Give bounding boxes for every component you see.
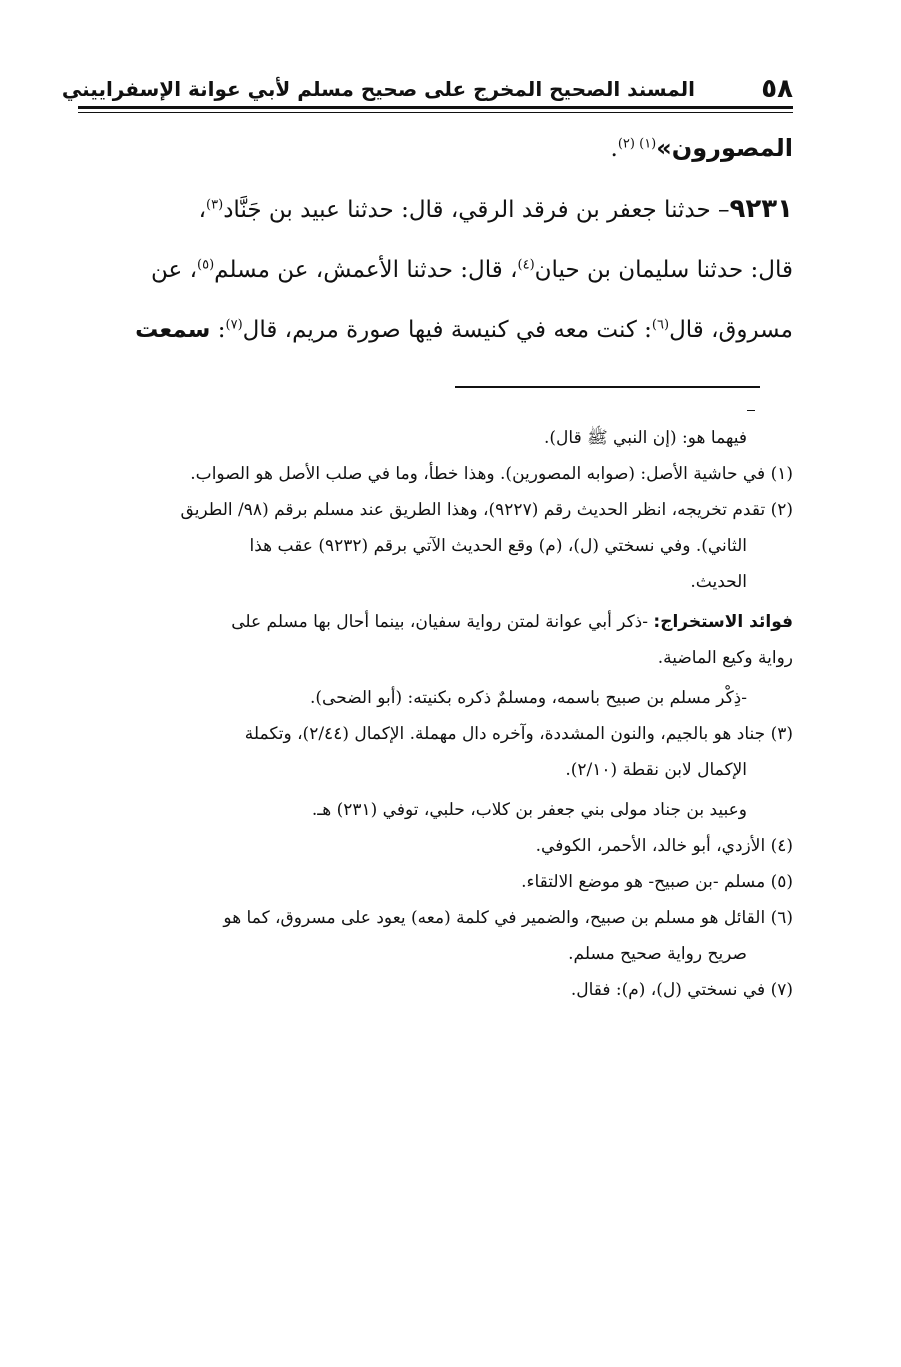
hadith-number: ٩٢٣١	[729, 194, 793, 224]
continuation-word: المصورون»	[656, 134, 793, 162]
footnote-4: (٤) الأزدي، أبو خالد، الأحمر، الكوفي.	[535, 836, 793, 856]
footnote-ref-5: (٥)	[197, 257, 215, 273]
matn-text: : كنت معه في كنيسة فيها صورة مريم، قال	[242, 317, 652, 343]
header-rule-thin	[78, 112, 793, 113]
footnote-ref-7: (٧)	[225, 317, 243, 333]
footnote-6-line-2: صريح رواية صحيح مسلم.	[568, 944, 747, 964]
bold-word: سمعت	[135, 317, 211, 343]
footnote-ref-6: (٦)	[651, 317, 670, 333]
main-line-3	[78, 240, 793, 300]
page-number: ٥٨	[761, 74, 793, 104]
footnote-5: (٥) مسلم -بن صبيح- هو موضع الالتقاء.	[521, 872, 793, 892]
isnad-text: قال: حدثنا سليمان بن حيان	[534, 257, 793, 283]
footnote-continuation: فيهما هو: (إن النبي ﷺ قال).	[544, 428, 747, 448]
main-line-2	[78, 179, 793, 240]
punctuation: ،	[198, 197, 207, 223]
footnote-7: (٧) في نسختي (ل)، (م): فقال.	[570, 980, 793, 1000]
fawaid-line-2: رواية وكيع الماضية.	[657, 648, 793, 668]
running-title: المسند الصحيح المخرج على صحيح مسلم لأبي عوانة الإسفراييني	[61, 77, 695, 101]
matn-text: مسروق، قال	[669, 317, 793, 343]
page-header	[61, 72, 793, 106]
fawaid-text: -ذكر أبي عوانة لمتن رواية سفيان، بينما أحال بها مسلم على	[231, 612, 648, 632]
main-line-1	[78, 118, 793, 179]
footnote-ref-3: (٣)	[206, 197, 224, 213]
matn-text: :	[217, 317, 226, 343]
isnad-text: ، عن	[151, 257, 198, 283]
fawaid-label: فوائد الاستخراج:	[653, 612, 793, 632]
isnad-text: ، قال: حدثنا الأعمش، عن مسلم	[214, 257, 518, 283]
continuation-mark	[747, 410, 755, 411]
footnote-2-line-3: الحديث.	[690, 572, 747, 592]
footnote-2-line-2: الثاني). وفي نسختي (ل)، (م) وقع الحديث الآتي برقم (٩٢٣٢) عقب هذا	[249, 536, 747, 556]
footnote-1: (١) في حاشية الأصل: (صوابه المصورين). وهذا خطأ، وما في صلب الأصل هو الصواب.	[190, 464, 793, 484]
footnote-separator	[455, 386, 760, 388]
main-text	[78, 118, 793, 360]
footnote-3-line-3: وعبيد بن جناد مولى بني جعفر بن كلاب، حلبي، توفي (٢٣١) هـ.	[311, 800, 747, 820]
header-rule	[78, 106, 793, 109]
footnote-6-line-1: (٦) القائل هو مسلم بن صبيح، والضمير في كلمة (معه) يعود على مسروق، كما هو	[223, 908, 793, 928]
footnote-3-line-2: الإكمال لابن نقطة (٢/١٠).	[565, 760, 747, 780]
main-line-4	[78, 300, 793, 360]
footnote-ref-1-2: (١) (٢)	[617, 136, 657, 152]
footnote-2-line-1: (٢) تقدم تخريجه، انظر الحديث رقم (٩٢٢٧)، وهذا الطريق عند مسلم برقم (٩٨/ الطريق	[180, 500, 793, 520]
fawaid-line-3: -ذِكْر مسلم بن صبيح باسمه، ومسلمٌ ذكره بكنيته: (أبو الضحى).	[310, 688, 747, 708]
line-end-period: .	[610, 136, 618, 162]
footnotes	[80, 420, 793, 1008]
footnote-ref-4: (٤)	[517, 257, 535, 273]
fawaid-line-1	[80, 604, 793, 640]
footnote-3-line-1: (٣) جناد هو بالجيم، والنون المشددة، وآخره دال مهملة. الإكمال (٢/٤٤)، وتكملة	[244, 724, 793, 744]
isnad-text: – حدثنا جعفر بن فرقد الرقي، قال: حدثنا عبيد بن جَنَّاد	[223, 197, 730, 223]
